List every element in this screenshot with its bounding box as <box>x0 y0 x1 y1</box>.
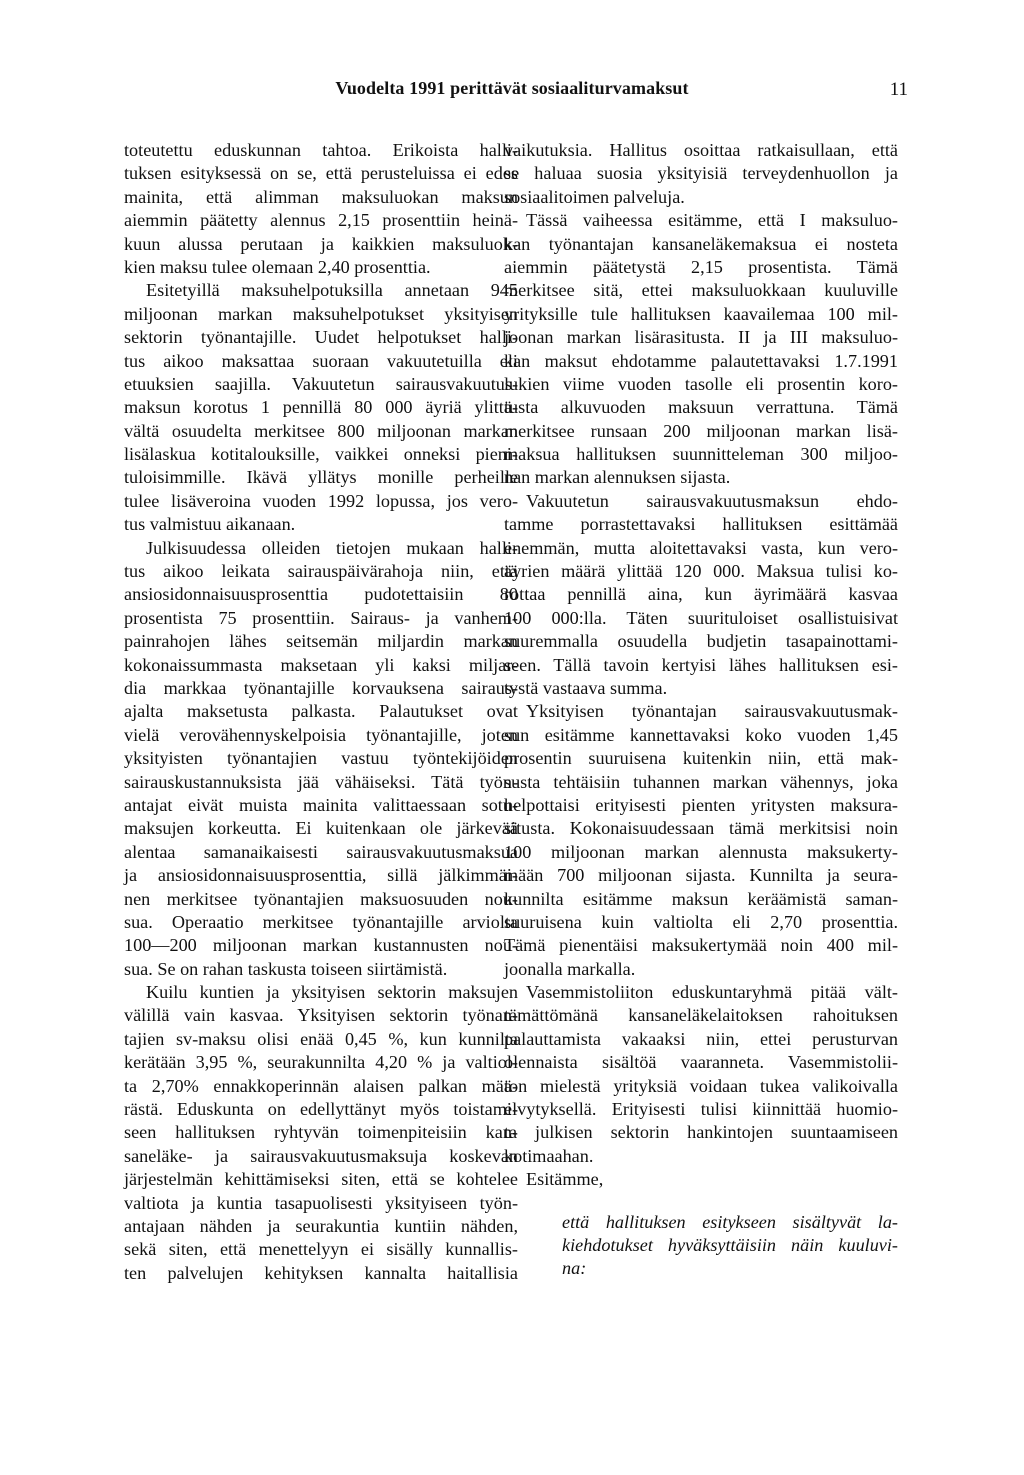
text-line: olennaista sisältöä vaaranneta. Vasemmistolii- <box>504 1052 898 1073</box>
text-line: elvytyksellä. Erityisesti tulisi kiinnittää huomio- <box>504 1099 898 1120</box>
text-line: saneläke- ja sairausvakuutusmaksuja koskevan <box>124 1145 518 1166</box>
text-line: suuruisena kuin valtiolta eli 2,70 prosenttia. <box>504 911 898 932</box>
text-line: ta 2,70% ennakkoperinnän alaisen palkan mää- <box>124 1075 518 1096</box>
text-line: merkitsee runsaan 200 miljoonan markan lisä- <box>504 420 898 441</box>
text-line: prosentin suuruisena kuitenkin niin, että mak- <box>504 748 898 769</box>
text-line: lukien viime vuoden tasolle eli prosentin koro- <box>504 373 898 394</box>
text-line: sosiaalitoimen palveluja. <box>504 186 685 207</box>
text-line: kiehdotukset hyväksyttäisiin näin kuuluvi- <box>562 1234 898 1255</box>
text-line: 100 miljoonan markan alennusta maksukerty- <box>504 841 898 862</box>
text-line: aiemmin päätetty alennus 2,15 prosenttiin heinä- <box>124 210 518 231</box>
text-line: etuuksien saajilla. Vakuutetun sairausvakuutus- <box>124 373 518 394</box>
text-line: situsta. Kokonaisuudessaan tämä merkitsisi noin <box>504 818 898 839</box>
text-line: tusta alkuvuoden maksuun verrattuna. Tämä <box>504 397 898 418</box>
text-line: miljoonan markan maksuhelpotukset yksityisen <box>124 303 518 324</box>
text-line: dia markkaa työnantajille korvauksena sairaus- <box>124 677 518 698</box>
text-line: nen merkitsee työnantajien maksuosuuden nou- <box>124 888 518 909</box>
text-line: 100—200 miljoonan markan kustannusten nou- <box>124 935 518 956</box>
text-line: Kuilu kuntien ja yksityisen sektorin maksujen <box>146 982 518 1003</box>
text-line: seen hallituksen ryhtyvän toimenpiteisiin kan- <box>124 1122 518 1143</box>
text-line: kan maksut ehdotamme palautettavaksi 1.7.1991 <box>504 350 898 371</box>
text-line: yksityisten työnantajien vastuu työntekijöiden <box>124 748 518 769</box>
text-line: maksun korotus 1 pennillä 80 000 äyriä ylittä- <box>124 397 518 418</box>
text-line: Julkisuudessa olleiden tietojen mukaan halli- <box>146 537 518 558</box>
text-line: ajalta maksetusta palkasta. Palautukset ovat <box>124 701 518 722</box>
text-line: antajat eivät muista mainita valittaessaan sotu- <box>124 794 518 815</box>
text-line: na: <box>562 1258 587 1279</box>
text-line: tus valmistuu aikanaan. <box>124 514 296 535</box>
text-line: joonan markan lisärasitusta. II ja III maksuluo- <box>504 327 898 348</box>
text-line: vältä osuudelta merkitsee 800 miljoonan markan <box>124 420 518 441</box>
text-line: yrityksille tule hallituksen kaavailemaa 100 mil- <box>504 303 898 324</box>
text-line: tamme porrastettavaksi hallituksen esittämää <box>504 514 898 535</box>
right-text-column <box>504 139 898 1281</box>
text-line: kokonaissummasta maksetaan yli kaksi miljar- <box>124 654 518 675</box>
proposal-italic-block <box>504 1211 898 1281</box>
text-line: kerätään 3,95 %, seurakunnilta 4,20 % ja valtiol- <box>124 1052 518 1073</box>
text-line: Vasemmistoliiton eduskuntaryhmä pitää vält- <box>526 982 898 1003</box>
text-line: kunnilta esitämme maksun keräämistä saman- <box>504 888 898 909</box>
text-line: vaikutuksia. Hallitus osoittaa ratkaisullaan, että <box>504 140 898 160</box>
text-line: valtiota ja kuntia tasapuolisesti yksityiseen työn- <box>124 1192 518 1213</box>
text-line: kien maksu tulee olemaan 2,40 prosenttia. <box>124 256 431 277</box>
text-line: suuremmalla osuudella budjetin tasapainottami- <box>504 631 898 652</box>
text-line: kotimaahan. <box>504 1145 594 1166</box>
right-column-body <box>504 139 898 1192</box>
text-line: Vakuutetun sairausvakuutusmaksun ehdo- <box>526 490 898 511</box>
text-line: että hallituksen esitykseen sisältyvät la- <box>562 1211 898 1232</box>
text-line: susta tehtäisiin tuhannen markan vähennys, joka <box>504 771 898 792</box>
page-number: 11 <box>889 79 908 100</box>
text-line: aiemmin päätetystä 2,15 prosentista. Tämä <box>504 256 898 277</box>
text-line: äyrien määrä ylittää 120 000. Maksua tulisi ko- <box>504 561 898 582</box>
text-line: tystä vastaava summa. <box>504 677 668 698</box>
text-line: palauttamista vakaaksi niin, ettei perusturvan <box>504 1028 898 1049</box>
text-line: järjestelmän kehittämiseksi siten, että se kohtelee <box>124 1169 518 1190</box>
text-line: tus aikoo leikata sairauspäivärahoja niin, että <box>124 561 518 582</box>
text-line: ja ansiosidonnaisuusprosenttia, sillä jälkimmäi- <box>124 865 518 886</box>
text-line: mään 700 miljoonan sijasta. Kunnilta ja seura- <box>504 865 898 886</box>
text-line: kuun alussa perutaan ja kaikkien maksuluok- <box>124 233 518 254</box>
text-line: sua. Se on rahan taskusta toiseen siirtämistä. <box>124 958 448 979</box>
text-line: antajaan nähden ja seurakuntia kuntiin nähden, <box>124 1215 518 1236</box>
text-line: toteutettu eduskunnan tahtoa. Erikoista halli- <box>124 140 518 160</box>
text-line: Esitämme, <box>526 1169 604 1190</box>
text-line: sua. Operaatio merkitsee työnantajille arviolta <box>124 911 518 932</box>
text-line: Esitetyillä maksuhelpotuksilla annetaan 945 <box>146 280 518 301</box>
text-line: tuloisimmille. Ikävä yllätys monille perheille <box>124 467 518 488</box>
text-line: 100 000:lla. Täten suurituloiset osallistuisivat <box>504 607 898 628</box>
text-line: alentaa samanaikaisesti sairausvakuutusmaksua <box>124 841 518 862</box>
text-line: vielä verovähennyskelpoisia työnantajille, joten <box>124 724 518 745</box>
text-line: se haluaa suosia yksityisiä terveydenhuollon ja <box>504 163 898 184</box>
text-line: joonalla markalla. <box>504 958 636 979</box>
text-line: Tässä vaiheessa esitämme, että I maksuluo- <box>526 210 898 231</box>
running-header-title: Vuodelta 1991 perittävät sosiaaliturvamaksut <box>335 78 689 98</box>
text-line: ten palvelujen kehityksen kannalta haitallisia <box>124 1262 518 1283</box>
text-line: välillä vain kasvaa. Yksityisen sektorin työnan- <box>124 1005 518 1026</box>
text-line: maksua hallituksen suunnitteleman 300 miljoo- <box>504 444 898 465</box>
text-line: tulee lisäveroina vuoden 1992 lopussa, jos vero- <box>124 490 518 511</box>
text-line: sun esitämme kannettavaksi koko vuoden 1,45 <box>504 724 898 745</box>
text-line: helpottaisi erityisesti pienten yritysten maksura- <box>504 794 898 815</box>
text-line: rottaa pennillä aina, kun äyrimäärä kasvaa <box>504 584 898 605</box>
text-line: tus aikoo maksattaa suoraan vakuutetuilla eli <box>124 350 518 371</box>
text-line: ton mielestä yrityksiä voidaan tukea valikoivalla <box>504 1075 898 1096</box>
text-line: lisälaskua kotitalouksille, vaikkei onneksi pieni- <box>124 444 518 465</box>
text-line: nan markan alennuksen sijasta. <box>504 467 731 488</box>
text-line: sekä siten, että menettelyyn ei sisälly kunnallis- <box>124 1239 518 1260</box>
text-line: Tämä pienentäisi maksukertymää noin 400 mil- <box>504 935 898 956</box>
text-line: ansiosidonnaisuusprosenttia pudotettaisiin 80 <box>124 584 518 605</box>
text-line: Yksityisen työnantajan sairausvakuutusmak- <box>526 701 898 722</box>
text-line: rästä. Eduskunta on edellyttänyt myös toistami- <box>124 1099 518 1120</box>
text-line: kan työnantajan kansaneläkemaksua ei nosteta <box>504 233 898 254</box>
text-line: sairauskustannuksista jää vähäiseksi. Tätä työn- <box>124 771 518 792</box>
text-line: painrahojen lähes seitsemän miljardin markan <box>124 631 518 652</box>
text-line: prosentista 75 prosenttiin. Sairaus- ja vanhem- <box>124 607 518 628</box>
text-line: enemmän, mutta aloitettavaksi vasta, kun vero- <box>504 537 898 558</box>
text-line: sektorin työnantajille. Uudet helpotukset halli- <box>124 327 518 348</box>
text-line: tajien sv-maksu olisi enää 0,45 %, kun kunnilta <box>124 1028 518 1049</box>
text-line: seen. Tällä tavoin kertyisi lähes hallituksen esi- <box>504 654 898 675</box>
left-text-column <box>124 139 518 1285</box>
text-line: mainita, että alimman maksuluokan maksun <box>124 186 518 207</box>
text-line: ta julkisen sektorin hankintojen suuntaamiseen <box>504 1122 898 1143</box>
text-line: tuksen esityksessä on se, että perusteluissa ei edes <box>124 163 518 184</box>
text-line: tämättömänä kansaneläkelaitoksen rahoituksen <box>504 1005 898 1026</box>
text-line: merkitsee sitä, ettei maksuluokkaan kuuluville <box>504 280 898 301</box>
text-line: maksujen korkeutta. Ei kuitenkaan ole järkevää <box>124 818 518 839</box>
